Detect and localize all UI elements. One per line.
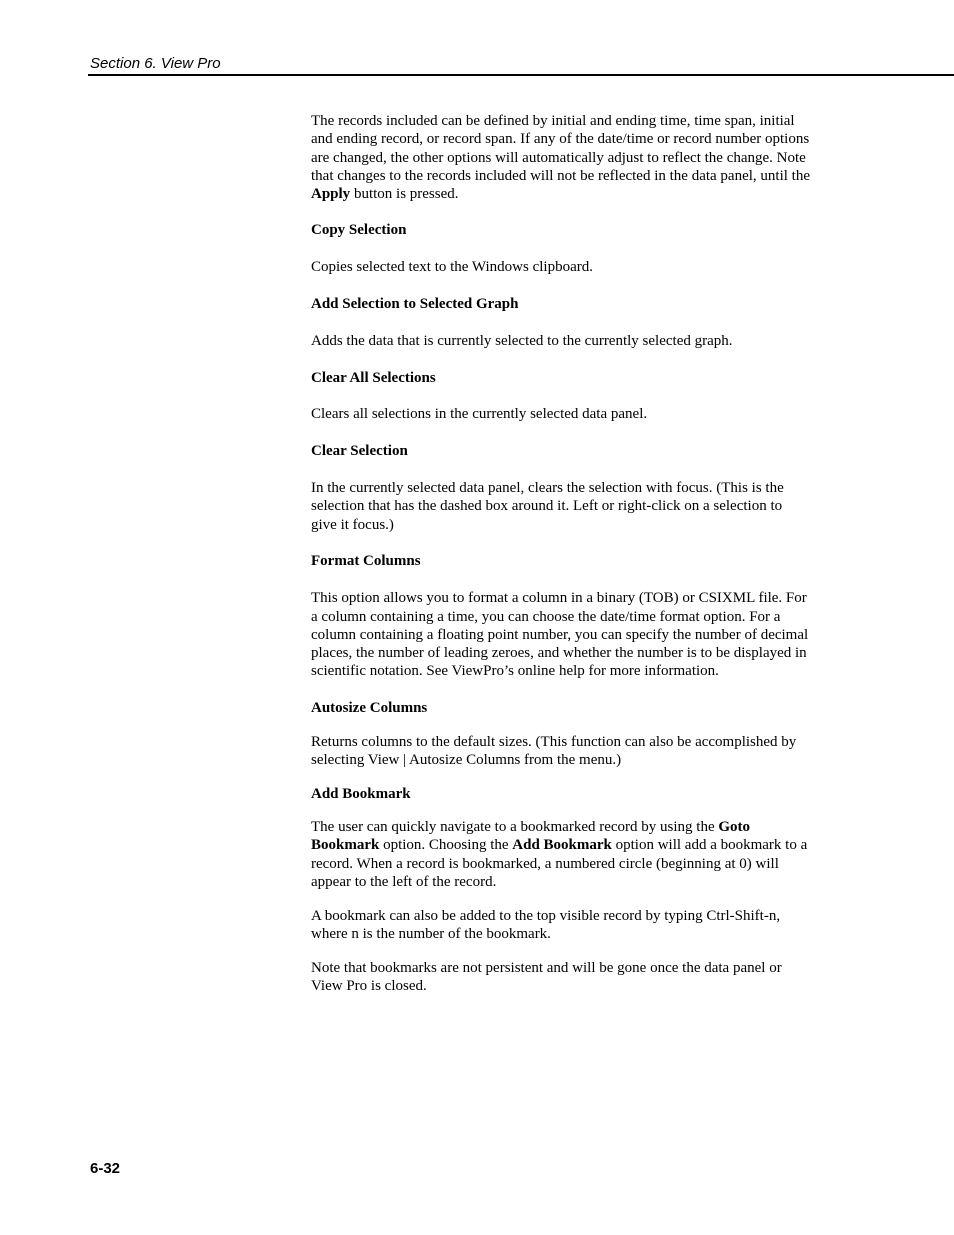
copy-selection-body: Copies selected text to the Windows clipboard. <box>311 259 593 276</box>
clear-all-selections-heading: Clear All Selections <box>311 369 436 386</box>
add-selection-body: Adds the data that is currently selected to the currently selected graph. <box>311 332 733 349</box>
clear-all-selections-body: Clears all selections in the currently selected data panel. <box>311 406 648 423</box>
page-number: 6-32 <box>90 1160 121 1177</box>
intro-paragraph <box>311 112 811 203</box>
copy-selection-heading: Copy Selection <box>311 222 407 239</box>
clear-selection-heading: Clear Selection <box>311 443 408 460</box>
autosize-columns-heading: Autosize Columns <box>311 700 428 717</box>
apply-term: Apply <box>311 186 351 203</box>
add-selection-heading: Add Selection to Selected Graph <box>311 296 519 313</box>
add-bookmark-paragraph-2: A bookmark can also be added to the top visible record by typing Ctrl-Shift-n, where n is the number of the bookmark. <box>311 907 781 942</box>
autosize-columns-body: Returns columns to the default sizes. (This function can also be accomplished by selecting View | Autosize Columns from the menu.) <box>311 734 797 769</box>
intro-text-2: button is pressed. <box>350 186 459 203</box>
intro-text-1: The records included can be defined by initial and ending time, time span, initial and ending record, or record span. If any of the date/time or record number options are changed, the other options will automatically adjust to reflect the change. Note that changes to the records included will not be reflected in the data panel, until the <box>311 113 810 184</box>
goto-bookmark-term: Goto Bookmark <box>311 818 751 854</box>
add-bookmark-heading: Add Bookmark <box>311 786 411 803</box>
add-bookmark-text-1: The user can quickly navigate to a bookmarked record by using the <box>311 818 719 835</box>
format-columns-body: This option allows you to format a column in a binary (TOB) or CSIXML file. For a column containing a time, you can choose the date/time format option. For a column containing a floating point number, you can specify the number of decimal places, the number of leading zeroes, and whether the number is to be displayed in scientific notation. See ViewPro’s online help for more information. <box>311 590 809 680</box>
header-rule <box>88 74 954 76</box>
add-bookmark-paragraph-3: Note that bookmarks are not persistent and will be gone once the data panel or View Pro is closed. <box>311 959 782 994</box>
add-bookmark-text-3: option will add a bookmark to a record. When a record is bookmarked, a numbered circle (beginning at 0) will appear to the left of the record. <box>311 837 808 890</box>
add-bookmark-paragraph-1 <box>311 818 811 891</box>
add-bookmark-text-2: option. Choosing the <box>379 837 513 854</box>
add-bookmark-term: Add Bookmark <box>512 837 612 854</box>
body-column <box>311 112 811 995</box>
clear-selection-body: In the currently selected data panel, clears the selection with focus. (This is the selection that has the dashed box around it. Left or right-click on a selection to give it focus.) <box>311 480 784 533</box>
running-header: Section 6. View Pro <box>90 55 221 72</box>
format-columns-heading: Format Columns <box>311 553 421 570</box>
